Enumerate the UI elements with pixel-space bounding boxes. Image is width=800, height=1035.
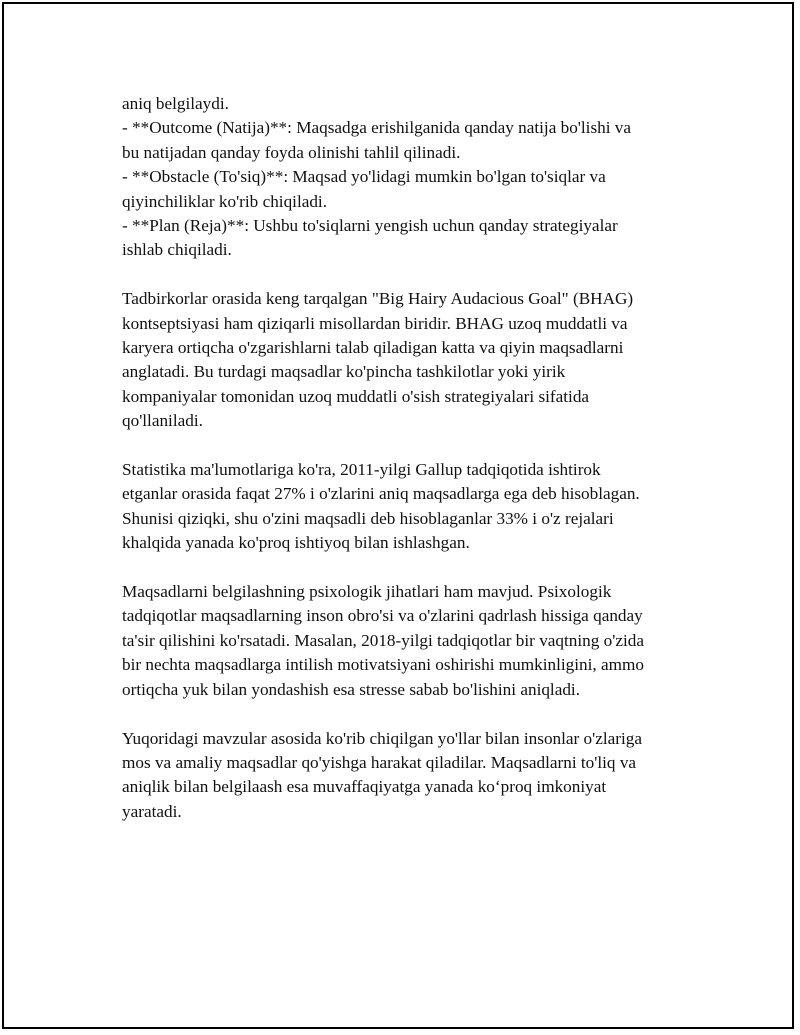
text-line: bu natijadan qanday foyda olinishi tahlil qilinadi. xyxy=(122,142,461,162)
text-line: aniq belgilaydi. xyxy=(122,94,229,113)
document-body xyxy=(122,92,702,849)
text-line: mos va amaliy maqsadlar qo'yishga harakat qiladilar. Maqsadlarni to'liq va xyxy=(122,752,637,772)
text-line: ortiqcha yuk bilan yondashish esa stresse sabab bo'lishini aniqladi. xyxy=(122,679,581,699)
list-item-outcome: - **Outcome (Natija)**: Maqsadga erishilganida qanday natija bo'lishi va xyxy=(122,118,632,138)
text-line: aniqlik bilan belgilaash esa muvaffaqiyatga yanada ko‘proq imkoniyat xyxy=(122,777,607,797)
text-line: Yuqoridagi mavzular asosida ko'rib chiqilgan yo'llar bilan insonlar o'zlariga xyxy=(122,728,642,748)
text-line: khalqida yanada ko'proq ishtiyoq bilan ishlashgan. xyxy=(122,533,470,553)
text-line: Statistika ma'lumotlariga ko'ra, 2011-yilgi Gallup tadqiqotida ishtirok xyxy=(122,460,601,480)
text-line: etganlar orasida faqat 27% i o'zlarini aniq maqsadlarga ega deb hisoblagan. xyxy=(122,484,640,504)
text-line: Tadbirkorlar orasida keng tarqalgan "Big Hairy Audacious Goal" (BHAG) xyxy=(122,289,634,309)
text-line: ishlab chiqiladi. xyxy=(122,240,232,260)
paragraph-bhag xyxy=(122,287,702,433)
paragraph-conclusion xyxy=(122,727,702,825)
text-line: anglatadi. Bu turdagi maqsadlar ko'pincha tashkilotlar yoki yirik xyxy=(122,362,566,382)
text-line: qiyinchiliklar ko'rib chiqiladi. xyxy=(122,191,328,211)
text-line: Maqsadlarni belgilashning psixologik jihatlari ham mavjud. Psixologik xyxy=(122,582,612,602)
text-line: Shunisi qiziqki, shu o'zini maqsadli deb hisoblaganlar 33% i o'z rejalari xyxy=(122,508,614,528)
paragraph-psychology xyxy=(122,580,702,702)
text-line: kontseptsiyasi ham qiziqarli misollardan biridir. BHAG uzoq muddatli va xyxy=(122,313,628,333)
text-line: ta'sir qilishini ko'rsatadi. Masalan, 2018-yilgi tadqiqotlar bir vaqtning o'zida xyxy=(122,630,644,650)
page-frame xyxy=(2,2,794,1029)
paragraph-statistics xyxy=(122,458,702,556)
text-line: kompaniyalar tomonidan uzoq muddatli o'sish strategiyalari sifatida xyxy=(122,386,590,406)
text-line: karyera ortiqcha o'zgarishlarni talab qiladigan katta va qiyin maqsadlarni xyxy=(122,338,624,358)
text-line: yaratadi. xyxy=(122,801,182,821)
text-line: bir nechta maqsadlarga intilish motivatsiyani oshirishi mumkinligini, ammo xyxy=(122,655,644,675)
paragraph-woop-list xyxy=(122,92,702,263)
list-item-obstacle: - **Obstacle (To'siq)**: Maqsad yo'lidagi mumkin bo'lgan to'siqlar va xyxy=(122,167,606,187)
text-line: tadqiqotlar maqsadlarning inson obro'si va o'zlarini qadrlash hissiga qanday xyxy=(122,606,643,626)
list-item-plan: - **Plan (Reja)**: Ushbu to'siqlarni yengish uchun qanday strategiyalar xyxy=(122,216,618,236)
text-line: qo'llaniladi. xyxy=(122,411,203,431)
